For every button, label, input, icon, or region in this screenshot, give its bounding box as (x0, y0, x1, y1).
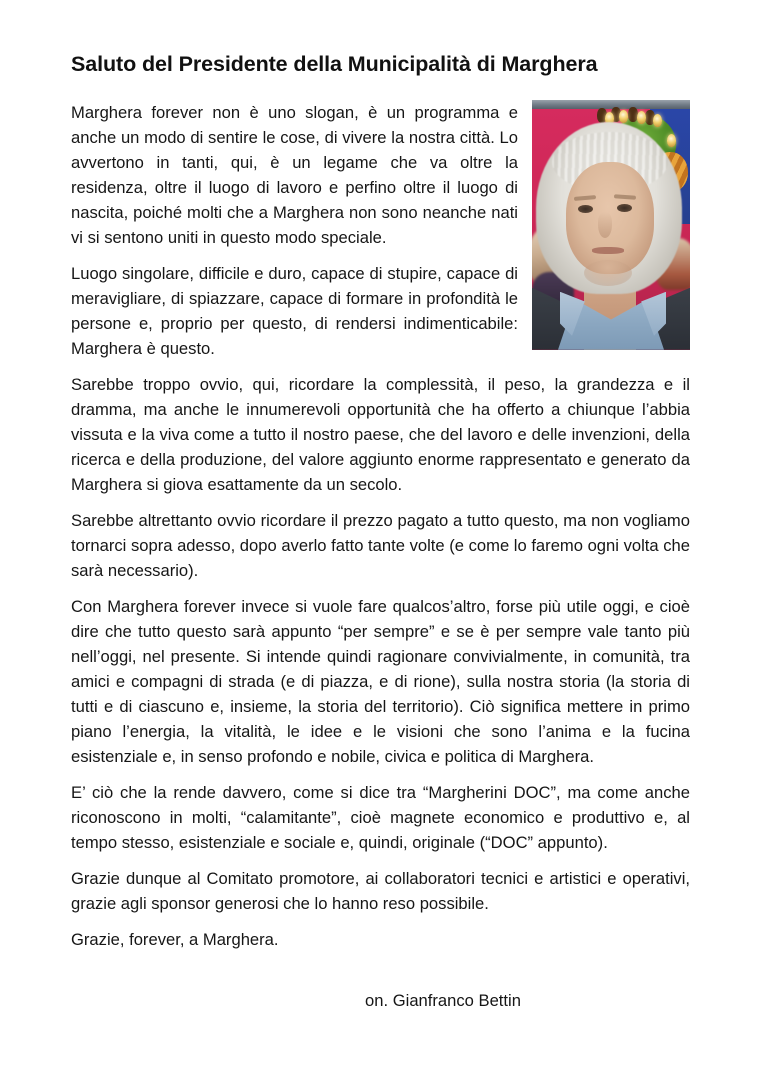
page-title: Saluto del Presidente della Municipalità di Marghera (71, 52, 598, 76)
photo-eye-left (578, 205, 593, 213)
paragraph-8: Grazie, forever, a Marghera. (71, 929, 279, 949)
photo-lamp-4 (653, 114, 662, 127)
paragraph-1: Marghera forever non è uno slogan, è un programma e anche un modo di sentire le cose, di vivere la nostra città. Lo avvertono in tanti, qui, è un legame che va oltre la residenza, oltre il luogo di lavoro e perfino oltre il luogo di nascita, poiché molti che a Marghera non sono neanche nati vi si sentono uniti in questo modo speciale. (71, 102, 518, 247)
photo-chin (584, 260, 632, 286)
paragraph-6: E’ ciò che la rende davvero, come si dice tra “Margherini DOC”, ma come anche riconoscono in molti, “calamitante”, cioè magnete economico e produttivo e, al tempo stesso, esistenziale e sociale e, quindi, originale (“DOC” appunto). (71, 782, 690, 852)
photo-lamp-5 (667, 134, 676, 147)
photo-eye-right (617, 204, 632, 212)
signature-line: on. Gianfranco Bettin (365, 990, 521, 1010)
photo-lamp-2 (619, 110, 628, 123)
portrait-photo (532, 100, 690, 350)
document-content (71, 52, 690, 1013)
photo-mouth (592, 247, 624, 254)
paragraph-4: Sarebbe altrettanto ovvio ricordare il prezzo pagato a tutto questo, ma non vogliamo tornarci sopra adesso, dopo averlo fatto tante volte (e come lo faremo ogni volta che sarà necessario). (71, 510, 690, 580)
paragraph-7: Grazie dunque al Comitato promotore, ai collaboratori tecnici e artistici e operativi, grazie agli sponsor generosi che lo hanno reso possibile. (71, 868, 690, 913)
photo-top-bar (532, 100, 690, 109)
paragraph-5: Con Marghera forever invece si vuole fare qualcos’altro, forse più utile oggi, e cioè dire che tutto questo sarà appunto “per sempre” e se è per sempre vale tanto più nell’oggi, nel presente. Si intende quindi ragionare convivialmente, in comunità, tra amici e compagni di strada (e di piazza, e di rione), sulla nostra storia (la storia di tutti e di ciascuno e, insieme, la storia del territorio). Ciò significa mettere in primo piano l’energia, la vitalità, le idee e le visioni che sono l’anima e la fucina esistenziale e, in senso profondo e nobile, civica e politica di Marghera. (71, 596, 690, 766)
portrait-photo-image (532, 100, 690, 350)
photo-lamp-3 (637, 111, 646, 124)
paragraph-2: Luogo singolare, difficile e duro, capace di stupire, capace di meravigliare, di spiazzare, capace di formare in profondità le persone e, proprio per questo, di rendersi indimenticabile: Marghera è questo. (71, 263, 518, 358)
paragraph-3: Sarebbe troppo ovvio, qui, ricordare la complessità, il peso, la grandezza e il dramma, ma anche le innumerevoli opportunità che ha offerto a chiunque l’abbia vissuta e la viva come a tutto il nostro paese, che del lavoro e delle invenzioni, della ricerca e della produzione, del valore aggiunto enorme rappresentato e generato da Marghera si giova esattamente da un secolo. (71, 374, 690, 494)
photo-nose (598, 212, 612, 238)
